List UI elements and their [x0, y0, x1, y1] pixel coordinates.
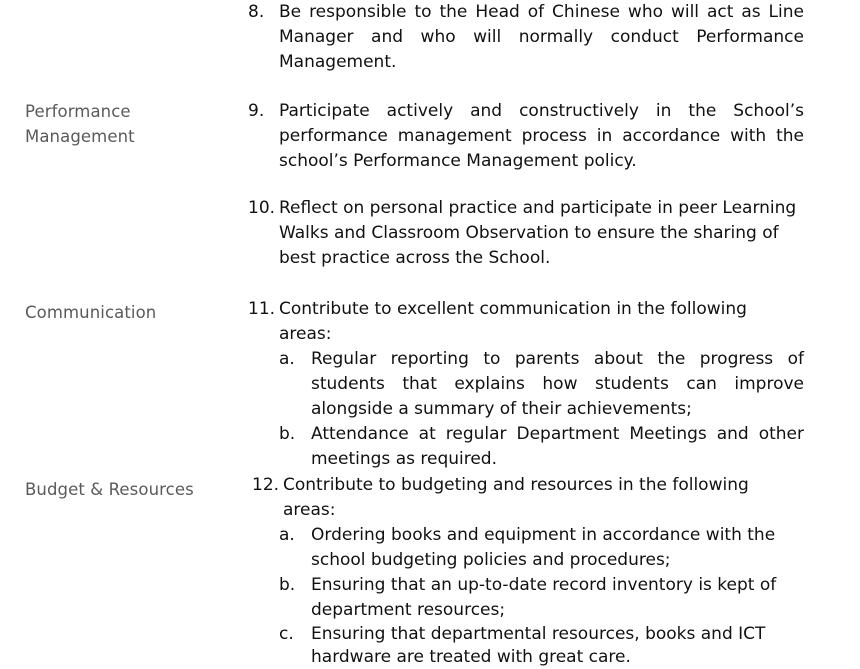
- list-item-10: [248, 196, 804, 271]
- list-item-number: 10.: [248, 198, 276, 218]
- list-item-number: 8.: [248, 2, 265, 22]
- sub-item-text: Ordering books and equipment in accordance with the school budgeting policies and procedures;: [311, 525, 776, 570]
- sub-item-a: [279, 347, 804, 422]
- sub-item-b: [279, 422, 804, 472]
- sub-item-text: Ensuring that departmental resources, books and ICT hardware are treated with great care.: [311, 624, 766, 667]
- sub-item-letter: b.: [279, 575, 296, 595]
- list-item-text: Contribute to excellent communication in the following areas:: [279, 299, 747, 344]
- section-heading-performance-management: [25, 99, 225, 149]
- list-item-8: [248, 0, 804, 75]
- list-item-text: Be responsible to the Head of Chinese who will act as Line Manager and who will normally conduct Performance Management.: [279, 2, 804, 72]
- sub-item-letter: c.: [279, 624, 294, 644]
- section-heading-line: Performance: [25, 102, 131, 121]
- list-item-9: [248, 99, 804, 174]
- sub-item-text: Regular reporting to parents about the progress of students that explains how students can improve alongside a summary of their achievements;: [311, 349, 804, 419]
- sub-item-b: [279, 573, 804, 623]
- list-item-text: Contribute to budgeting and resources in the following areas:: [283, 475, 749, 520]
- list-item-text: Participate actively and constructively in the School’s performance management process in accordance with the school’s Performance Management policy.: [279, 101, 804, 171]
- list-item-number: 9.: [248, 101, 265, 121]
- sub-item-a: [279, 523, 804, 573]
- sub-item-letter: a.: [279, 525, 295, 545]
- list-item-text: Reflect on personal practice and participate in peer Learning Walks and Classroom Observation to ensure the sharing of best practice across the School.: [279, 198, 797, 268]
- list-item-number: 12.: [252, 475, 280, 495]
- section-heading-communication: Communication: [25, 303, 157, 322]
- sub-item-c: [279, 623, 804, 669]
- sub-item-text: Ensuring that an up-to-date record inventory is kept of department resources;: [311, 575, 777, 620]
- section-heading-line: Management: [25, 127, 135, 146]
- sub-item-letter: a.: [279, 349, 295, 369]
- sub-item-text: Attendance at regular Department Meetings and other meetings as required.: [311, 424, 804, 469]
- list-item-number: 11.: [248, 299, 276, 319]
- list-item-12: [252, 473, 804, 669]
- section-heading-budget-resources: Budget & Resources: [25, 480, 194, 499]
- sub-item-letter: b.: [279, 424, 296, 444]
- list-item-11: [248, 297, 804, 472]
